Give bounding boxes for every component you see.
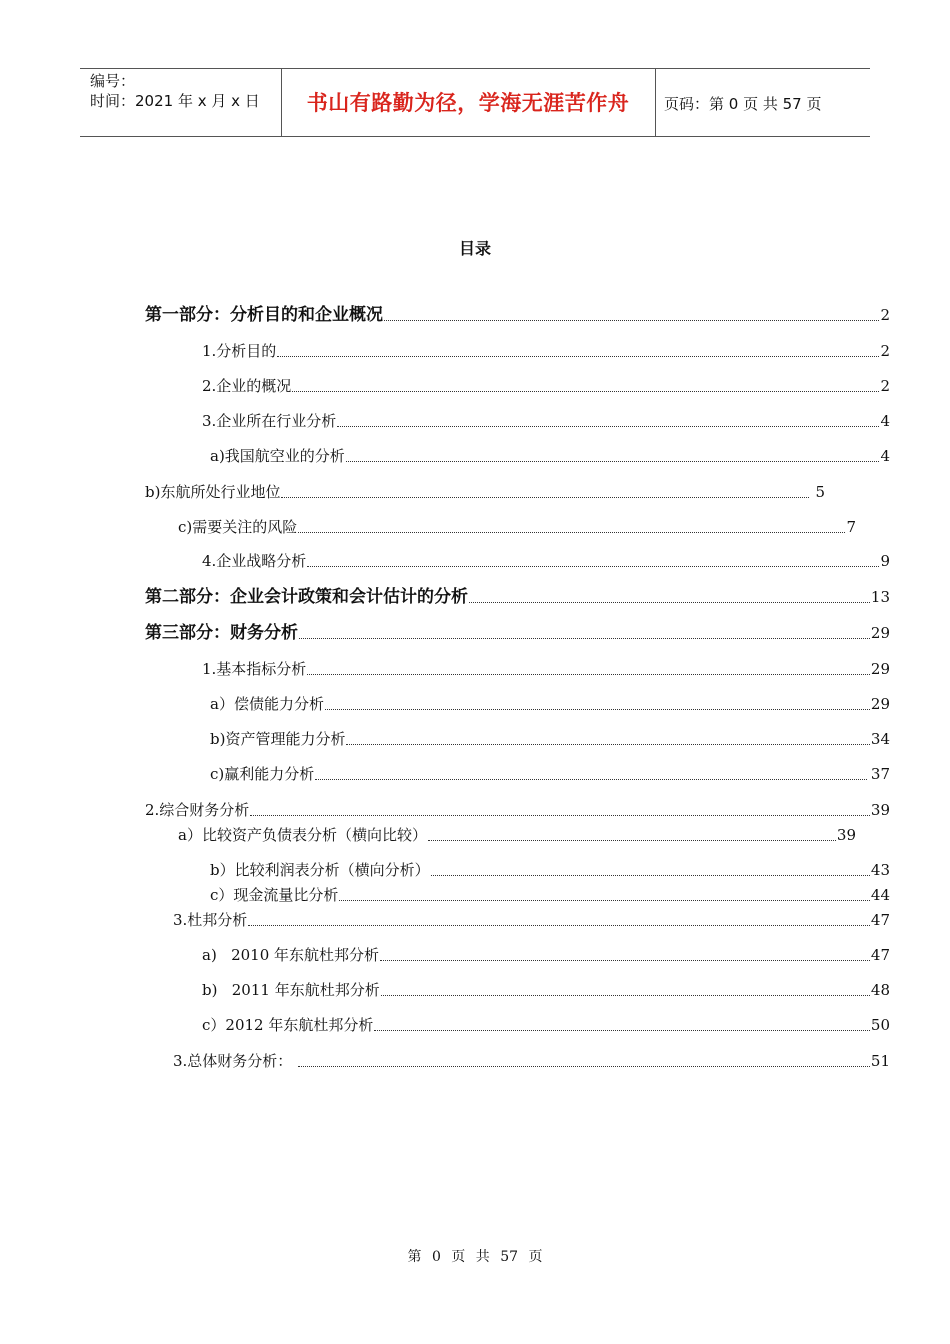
toc-leader-dots (339, 900, 870, 901)
toc-leader-dots (337, 426, 879, 427)
toc-entry-label: c）2012 年东航杜邦分析 (202, 1016, 374, 1034)
toc-entry-label: a) 2010 年东航杜邦分析 (202, 946, 380, 964)
toc-entry-3-2[interactable] (145, 800, 890, 820)
toc-leader-dots (381, 995, 870, 996)
toc-entry-label: 第二部分：企业会计政策和会计估计的分析 (145, 587, 468, 607)
toc-entry-label: b）比较利润表分析（横向分析） (210, 861, 430, 879)
toc-leader-dots (307, 674, 870, 675)
toc-entry-page: 9 (880, 552, 890, 570)
toc-entry-page: 2 (880, 342, 890, 360)
toc-entry-label: c）现金流量比分析 (210, 886, 339, 904)
toc-entry-page: 47 (870, 946, 890, 964)
toc-entry-page: 34 (870, 730, 890, 748)
toc-entry-3-3-c[interactable] (202, 1015, 890, 1035)
toc-leader-dots (307, 566, 879, 567)
toc-entry-3-2-a[interactable] (178, 825, 856, 845)
header-divider-left (281, 68, 282, 136)
toc-title: 目录 (458, 239, 491, 258)
toc-entry-page: 43 (870, 861, 890, 879)
toc-entry-page: 2 (880, 377, 890, 395)
toc-leader-dots (299, 638, 870, 639)
toc-leader-dots (298, 1066, 870, 1067)
toc-entry-label: 1.分析目的 (202, 342, 277, 360)
toc-entry-page: 13 (870, 588, 890, 606)
toc-leader-dots (298, 532, 845, 533)
toc-entry-3-2-c[interactable] (210, 885, 890, 905)
toc-entry-page: 37 (870, 765, 890, 783)
toc-entry-page: 50 (870, 1016, 890, 1034)
toc-entry-page: 48 (870, 981, 890, 999)
toc-entry-part-3[interactable] (145, 623, 890, 643)
toc-entry-page: 51 (870, 1052, 890, 1070)
toc-leader-dots (374, 1030, 870, 1031)
toc-entry-label: c)赢利能力分析 (210, 765, 315, 783)
toc-entry-page: 2 (880, 306, 890, 324)
toc-leader-dots (346, 744, 869, 745)
toc-entry-part-1[interactable] (145, 305, 890, 325)
toc-entry-1-1[interactable] (202, 341, 890, 361)
toc-entry-3-1-b[interactable] (210, 729, 890, 749)
toc-leader-dots (431, 875, 870, 876)
toc-leader-dots (277, 356, 879, 357)
toc-entry-label: b) 2011 年东航杜邦分析 (202, 981, 380, 999)
toc-entry-label: b)东航所处行业地位 (145, 483, 281, 501)
toc-entry-page: 4 (880, 412, 890, 430)
toc-entry-1-4[interactable] (202, 551, 890, 571)
toc-entry-label: 1.基本指标分析 (202, 660, 307, 678)
toc-entry-1-3[interactable] (202, 411, 890, 431)
toc-entry-page: 39 (836, 826, 856, 844)
toc-entry-3-3[interactable] (173, 910, 890, 930)
toc-entry-label: 第一部分：分析目的和企业概况 (145, 305, 383, 325)
toc-entry-3-1[interactable] (202, 659, 890, 679)
toc-entry-1-3-b[interactable] (145, 482, 825, 502)
toc-leader-dots (315, 779, 867, 780)
toc-entry-3-1-a[interactable] (210, 694, 890, 714)
header-date-label: 时间：2021 年 x 月 x 日 (90, 92, 260, 110)
toc-entry-label: a）比较资产负债表分析（横向比较） (178, 826, 427, 844)
toc-entry-3-3-a[interactable] (202, 945, 890, 965)
toc-entry-label: 第三部分：财务分析 (145, 623, 298, 643)
toc-entry-label: a）偿债能力分析 (210, 695, 324, 713)
toc-entry-part-2[interactable] (145, 587, 890, 607)
toc-leader-dots (325, 709, 870, 710)
toc-entry-page: 4 (880, 447, 890, 465)
toc-entry-label: b)资产管理能力分析 (210, 730, 346, 748)
toc-leader-dots (346, 461, 880, 462)
toc-leader-dots (469, 602, 870, 603)
header-bottom-border (80, 136, 870, 137)
toc-leader-dots (384, 320, 879, 321)
toc-leader-dots (281, 497, 809, 498)
toc-leader-dots (428, 840, 836, 841)
toc-entry-label: 3.企业所在行业分析 (202, 412, 337, 430)
toc-entry-label: 2.企业的概况 (202, 377, 292, 395)
toc-entry-label: 3.总体财务分析： (173, 1052, 293, 1070)
page-footer: 第 0 页 共 57 页 (407, 1249, 543, 1265)
toc-entry-page: 7 (846, 518, 856, 536)
header-divider-right (655, 68, 656, 136)
toc-entry-page: 29 (870, 624, 890, 642)
toc-entry-1-3-c[interactable] (178, 517, 856, 537)
toc-entry-page: 47 (870, 911, 890, 929)
toc-entry-page: 44 (870, 886, 890, 904)
toc-entry-page: 5 (815, 483, 825, 501)
toc-entry-label: 3.杜邦分析 (173, 911, 248, 929)
header-meta (90, 71, 260, 111)
toc-entry-page: 29 (870, 695, 890, 713)
toc-leader-dots (380, 960, 870, 961)
toc-entry-1-3-a[interactable] (210, 446, 890, 466)
toc-leader-dots (248, 925, 870, 926)
toc-entry-1-2[interactable] (202, 376, 890, 396)
toc-leader-dots (250, 815, 870, 816)
toc-entry-page: 29 (870, 660, 890, 678)
toc-entry-label: a)我国航空业的分析 (210, 447, 345, 465)
toc-entry-3-2-b[interactable] (210, 860, 890, 880)
toc-entry-3-4[interactable] (173, 1051, 890, 1071)
toc-entry-3-3-b[interactable] (202, 980, 890, 1000)
header-page-info: 页码：第 0 页 共 57 页 (664, 95, 822, 113)
toc-entry-3-1-c[interactable] (210, 764, 890, 784)
toc-entry-label: c)需要关注的风险 (178, 518, 298, 536)
toc-entry-label: 2.综合财务分析 (145, 801, 250, 819)
toc-leader-dots (292, 391, 879, 392)
header-motto: 书山有路勤为径，学海无涯苦作舟 (306, 91, 630, 115)
toc-entry-page: 39 (870, 801, 890, 819)
header-number-label: 编号： (90, 72, 136, 90)
toc-entry-label: 4.企业战略分析 (202, 552, 307, 570)
